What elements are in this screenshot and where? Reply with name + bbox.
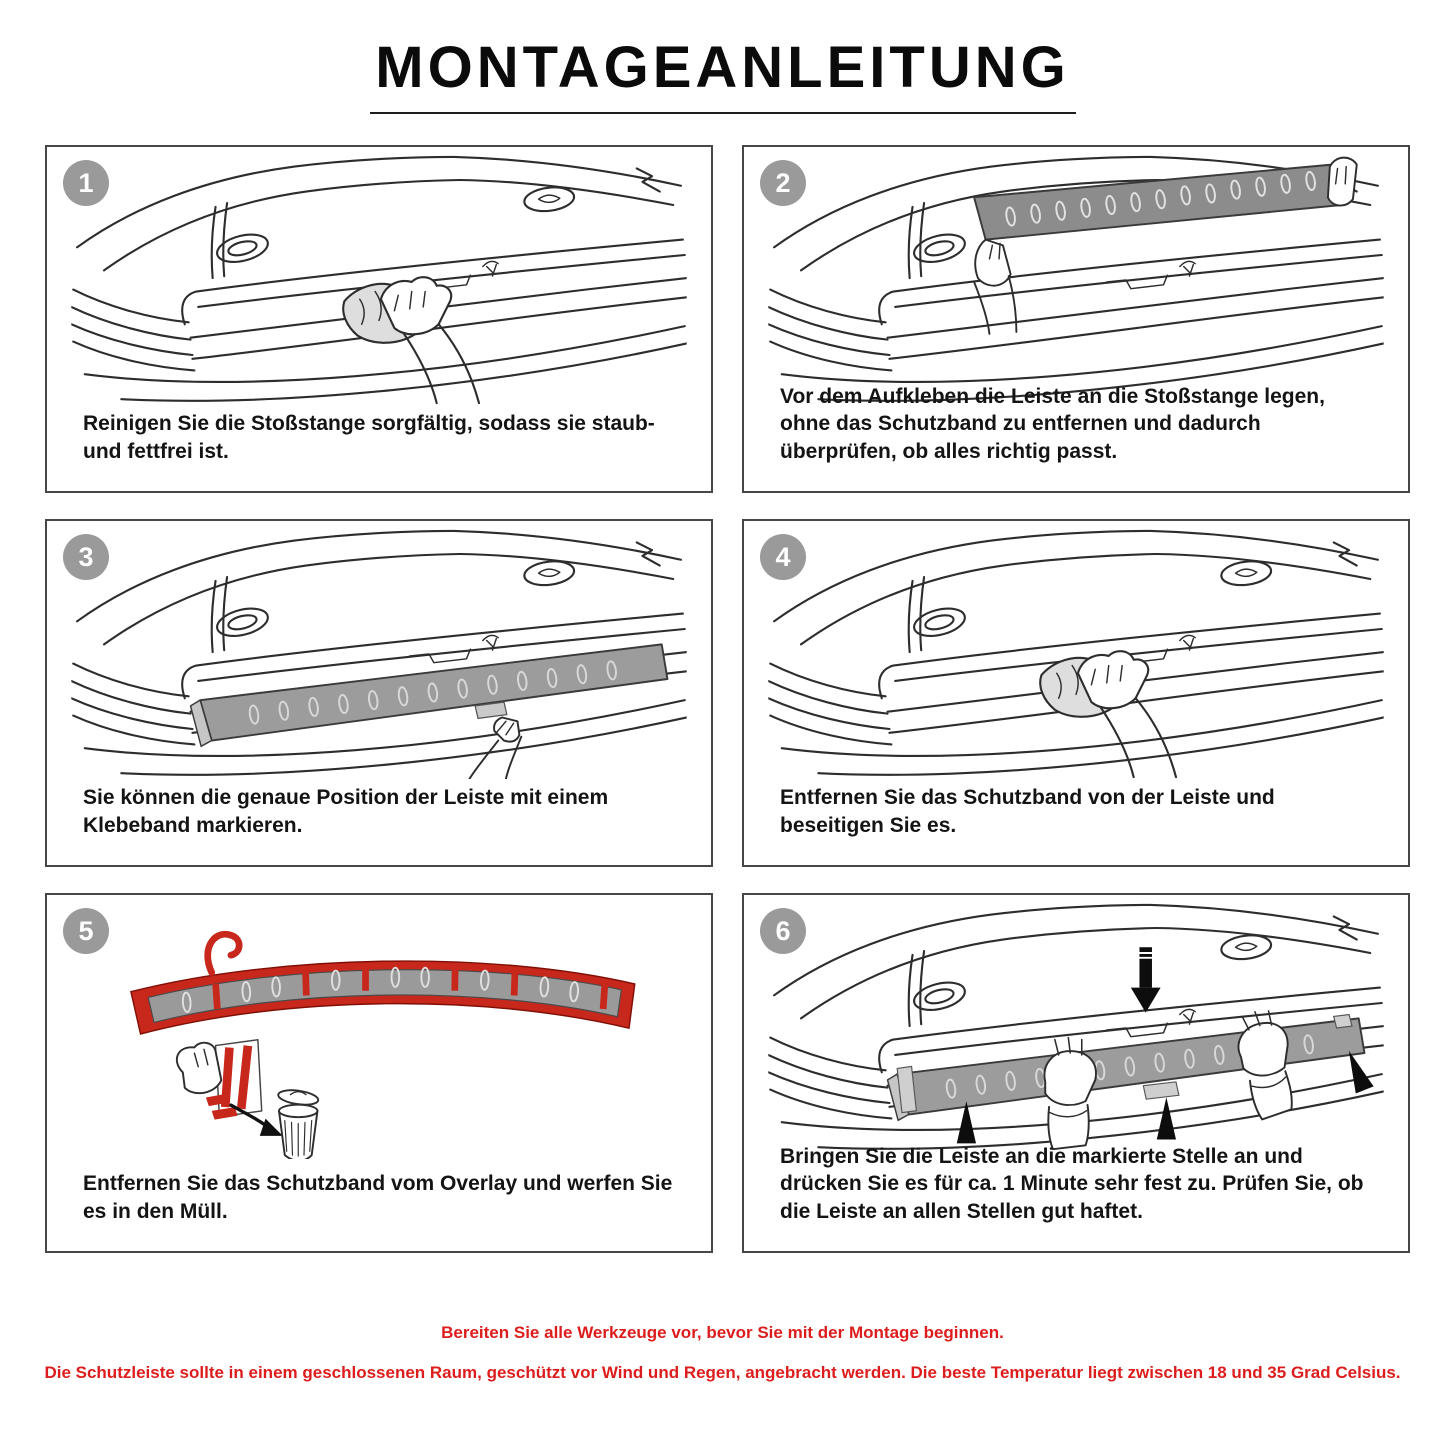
overlay-strip-icon xyxy=(131,934,635,1034)
step-caption: Vor dem Aufkleben die Leiste an die Stoßstange legen, ohne das Schutzband zu entfernen und dadurch überprüfen, ob alles richtig passt. xyxy=(780,385,1325,463)
step-panel-6 xyxy=(742,893,1410,1253)
step-number-badge: 2 xyxy=(760,160,806,206)
step-number-badge: 5 xyxy=(63,908,109,954)
press-strip-illustration xyxy=(756,903,1396,1153)
step-number-badge: 6 xyxy=(760,908,806,954)
step-number-badge: 1 xyxy=(63,160,109,206)
step-caption: Entfernen Sie das Schutzband vom Overlay und werfen Sie es in den Müll. xyxy=(83,1172,673,1223)
step-number-badge: 3 xyxy=(63,534,109,580)
step-caption: Bringen Sie die Leiste an die markierte Stelle an und drücken Sie es für ca. 1 Minute sehr fest zu. Prüfen Sie, ob die Leiste an allen Stellen gut haftet. xyxy=(780,1145,1364,1223)
footer-note-environment: Die Schutzleiste sollte in einem geschlossenen Raum, geschützt vor Wind und Regen, angebracht werden. Die beste Temperatur liegt zwischen 18 und 35 Grad Celsius. xyxy=(44,1362,1401,1382)
hand-with-cloth-icon xyxy=(343,277,479,403)
step-caption: Entfernen Sie das Schutzband von der Leiste und beseitigen Sie es. xyxy=(780,786,1275,837)
step-panel-4 xyxy=(742,519,1410,867)
hand-icon xyxy=(177,1043,221,1093)
trash-can-icon xyxy=(277,1088,319,1159)
protective-strip-icon xyxy=(888,1018,1365,1120)
pressing-hand-icon xyxy=(1232,1006,1303,1121)
footer-note-tools: Bereiten Sie alle Werkzeuge vor, bevor Sie mit der Montage beginnen. xyxy=(441,1323,1004,1342)
step-panel-2 xyxy=(742,145,1410,493)
step-caption: Reinigen Sie die Stoßstange sorgfältig, sodass sie staub- und fettfrei ist. xyxy=(83,412,655,463)
tape-scrap-icon xyxy=(212,1107,238,1120)
right-hand-icon xyxy=(1328,158,1357,206)
remove-backing-illustration xyxy=(756,529,1396,779)
hand-with-cloth-icon xyxy=(1040,651,1176,777)
step-panel-1 xyxy=(45,145,713,493)
title-underline xyxy=(370,112,1076,114)
press-down-arrow-icon xyxy=(1131,947,1161,1012)
car-rear-drawing xyxy=(768,531,1383,775)
left-hand-icon xyxy=(974,240,1016,334)
strip-position-marking-illustration xyxy=(59,529,699,779)
strip-test-fit-illustration xyxy=(756,155,1396,405)
step-panel-5 xyxy=(45,893,713,1253)
step-panel-3 xyxy=(45,519,713,867)
discard-tape-scene xyxy=(177,1040,319,1159)
step-caption: Sie können die genaue Position der Leiste mit einem Klebeband markieren. xyxy=(83,786,609,837)
page-title: MONTAGEANLEITUNG xyxy=(375,35,1070,100)
protective-strip-icon xyxy=(191,644,668,746)
peel-curl-icon xyxy=(208,934,239,972)
car-rear-cleaning-illustration xyxy=(59,155,699,405)
car-rear-drawing xyxy=(71,157,686,401)
step-number-badge: 4 xyxy=(760,534,806,580)
overlay-peel-illustration xyxy=(59,909,699,1159)
protective-strip-icon xyxy=(974,165,1341,240)
footer-notes xyxy=(43,1322,1403,1385)
